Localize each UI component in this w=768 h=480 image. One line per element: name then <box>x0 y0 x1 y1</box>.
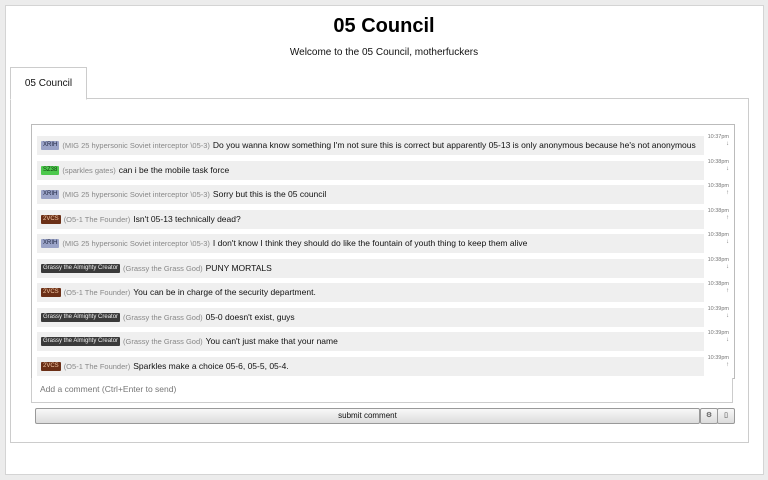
user-flair-badge[interactable]: Grassy the Almighty Creator <box>43 313 119 320</box>
user-flair-badge[interactable]: XRIH <box>43 191 58 198</box>
submit-comment-button[interactable]: submit comment <box>35 408 700 424</box>
message-timestamp <box>705 330 729 344</box>
message-text: 05-0 doesn't exist, guys <box>205 311 295 322</box>
arrow-icon[interactable]: ↓ <box>726 337 729 343</box>
message-text: PUNY MORTALS <box>205 262 272 273</box>
message-text: You can't just make that your name <box>205 336 338 346</box>
message-text: Isn't 05-13 technically dead? <box>133 213 241 224</box>
arrow-icon[interactable]: ↑ <box>726 214 729 221</box>
settings-icon[interactable]: ⚙ <box>700 408 718 424</box>
message-timestamp <box>705 306 729 320</box>
timestamp-text: 10:38pm <box>707 281 729 287</box>
arrow-icon[interactable]: ↓ <box>726 263 729 270</box>
message-text: Do you wanna know something I'm not sure this is correct but apparently 05-13 is only anonymous because he's not anonymous <box>212 140 696 150</box>
user-flair-badge[interactable]: XRIH <box>43 142 58 149</box>
timestamp-text: 10:38pm <box>707 207 729 214</box>
message-text: can i be the mobile task force <box>118 164 230 175</box>
arrow-icon[interactable]: ↓ <box>726 165 729 172</box>
timestamp-text: 10:38pm <box>707 256 729 263</box>
user-nickname: (O5-1 The Founder) <box>63 288 131 297</box>
message-timestamp <box>705 355 729 369</box>
comment-input[interactable]: Add a comment (Ctrl+Enter to send) <box>31 378 733 403</box>
user-nickname: (Grassy the Grass God) <box>123 312 203 322</box>
message-timestamp <box>705 183 729 197</box>
page-subtitle: Welcome to the 05 Council, motherfuckers <box>289 47 479 58</box>
user-flair-badge[interactable]: 2VCS <box>43 362 59 369</box>
chat-message <box>37 259 704 278</box>
arrow-icon[interactable]: ↓ <box>726 141 729 147</box>
message-text: Sparkles make a choice 05-6, 05-5, 05-4. <box>133 360 289 371</box>
message-text: You can be in charge of the security department. <box>133 287 316 297</box>
message-timestamp <box>705 257 729 271</box>
user-nickname: (Grassy the Grass God) <box>123 263 203 273</box>
chat-message <box>37 185 704 204</box>
user-nickname: (O5-1 The Founder) <box>63 214 131 224</box>
page-title: 05 Council <box>333 15 435 37</box>
timestamp-text: 10:39pm <box>707 330 729 336</box>
arrow-icon[interactable]: ↑ <box>726 361 729 368</box>
timestamp-text: 10:38pm <box>707 158 729 165</box>
extra-button[interactable]: ▯ <box>717 408 735 424</box>
chat-message <box>37 234 704 253</box>
user-nickname: (sparkles gates) <box>62 165 116 175</box>
timestamp-text: 10:39pm <box>707 305 729 312</box>
timestamp-text: 10:37pm <box>707 134 729 140</box>
chat-message <box>37 283 704 302</box>
user-flair-badge[interactable]: Grassy the Almighty Creator <box>43 338 119 345</box>
message-timestamp <box>705 134 729 148</box>
user-nickname: (O5-1 The Founder) <box>63 361 131 371</box>
chat-message <box>37 136 704 155</box>
timestamp-text: 10:38pm <box>707 232 729 238</box>
chat-message <box>37 210 704 229</box>
message-timestamp <box>705 208 729 222</box>
arrow-icon[interactable]: ↓ <box>726 239 729 245</box>
message-text: Sorry but this is the 05 council <box>212 189 327 199</box>
user-nickname: (MIG 25 hypersonic Soviet interceptor \05-3) <box>62 141 210 150</box>
chat-message <box>37 161 704 180</box>
message-text: I don't know I think they should do like the fountain of youth thing to keep them alive <box>212 238 528 248</box>
arrow-icon[interactable]: ↑ <box>726 288 729 294</box>
chat-log[interactable] <box>31 124 735 379</box>
message-timestamp <box>705 281 729 295</box>
message-timestamp <box>705 159 729 173</box>
timestamp-text: 10:39pm <box>707 354 729 361</box>
chat-message <box>37 308 704 327</box>
user-nickname: (MIG 25 hypersonic Soviet interceptor \05-3) <box>62 190 210 199</box>
chat-message <box>37 332 704 351</box>
chat-message <box>37 357 704 376</box>
user-flair-badge[interactable]: XRIH <box>43 240 58 247</box>
user-nickname: (MIG 25 hypersonic Soviet interceptor \05-3) <box>62 239 210 248</box>
user-flair-badge[interactable]: 2VCS <box>43 215 59 222</box>
arrow-icon[interactable]: ↓ <box>726 312 729 319</box>
tab-05-council[interactable]: 05 Council <box>10 67 87 100</box>
user-flair-badge[interactable]: SZ38 <box>43 166 58 173</box>
user-nickname: (Grassy the Grass God) <box>123 337 203 346</box>
message-timestamp <box>705 232 729 246</box>
timestamp-text: 10:38pm <box>707 183 729 189</box>
user-flair-badge[interactable]: 2VCS <box>43 289 59 296</box>
user-flair-badge[interactable]: Grassy the Almighty Creator <box>43 264 119 271</box>
arrow-icon[interactable]: ↑ <box>726 190 729 196</box>
